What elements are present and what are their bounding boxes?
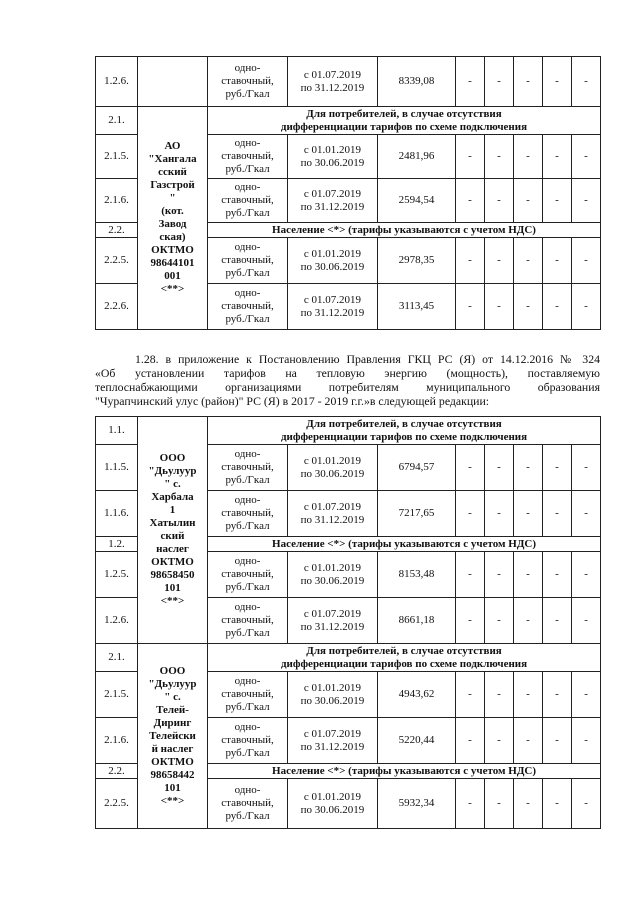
unit-cell: одно- ставочный, руб./Гкал (208, 135, 288, 179)
row-number-cell: 2.2.5. (96, 238, 138, 284)
row-number-cell: 2.1.5. (96, 135, 138, 179)
empty-dash-cell: - (543, 238, 572, 284)
empty-dash-cell: - (514, 284, 543, 330)
row-number-cell: 1.2.6. (96, 57, 138, 107)
section-header-row (96, 417, 601, 445)
empty-dash-cell: - (572, 598, 601, 644)
empty-dash-cell: - (572, 672, 601, 718)
row-number-cell: 1.1.5. (96, 445, 138, 491)
period-cell: с 01.01.2019 по 30.06.2019 (288, 552, 378, 598)
unit-cell: одно- ставочный, руб./Гкал (208, 718, 288, 764)
empty-dash-cell: - (543, 672, 572, 718)
section-header-cell: Для потребителей, в случае отсутствия дифференциации тарифов по схеме подключения (208, 417, 601, 445)
empty-dash-cell: - (572, 718, 601, 764)
empty-dash-cell: - (572, 445, 601, 491)
tariff-value-cell: 7217,65 (378, 491, 456, 537)
empty-dash-cell: - (485, 779, 514, 829)
unit-cell: одно- ставочный, руб./Гкал (208, 598, 288, 644)
empty-dash-cell: - (456, 598, 485, 644)
unit-cell: одно- ставочный, руб./Гкал (208, 445, 288, 491)
tariff-value-cell: 3113,45 (378, 284, 456, 330)
period-cell: с 01.07.2019 по 31.12.2019 (288, 718, 378, 764)
empty-dash-cell: - (456, 135, 485, 179)
tariff-value-cell: 2978,35 (378, 238, 456, 284)
tariff-value-cell: 5932,34 (378, 779, 456, 829)
period-cell: с 01.01.2019 по 30.06.2019 (288, 672, 378, 718)
empty-dash-cell: - (543, 179, 572, 223)
empty-dash-cell: - (572, 779, 601, 829)
empty-dash-cell: - (543, 57, 572, 107)
section-header-cell: Население <*> (тарифы указываются с учетом НДС) (208, 537, 601, 552)
empty-dash-cell: - (572, 57, 601, 107)
empty-dash-cell: - (514, 598, 543, 644)
period-cell: с 01.01.2019 по 30.06.2019 (288, 445, 378, 491)
section-header-cell: Население <*> (тарифы указываются с учетом НДС) (208, 764, 601, 779)
empty-dash-cell: - (485, 552, 514, 598)
period-cell: с 01.01.2019 по 30.06.2019 (288, 135, 378, 179)
row-number-cell: 2.1. (96, 644, 138, 672)
empty-dash-cell: - (514, 779, 543, 829)
row-number-cell: 1.2.6. (96, 598, 138, 644)
tariff-value-cell: 2481,96 (378, 135, 456, 179)
amendment-paragraph (95, 352, 600, 408)
tariff-value-cell: 4943,62 (378, 672, 456, 718)
empty-dash-cell: - (572, 135, 601, 179)
empty-dash-cell: - (514, 552, 543, 598)
empty-dash-cell: - (543, 552, 572, 598)
empty-dash-cell: - (485, 284, 514, 330)
tariff-row (96, 57, 601, 107)
row-number-cell: 2.2.6. (96, 284, 138, 330)
empty-dash-cell: - (514, 718, 543, 764)
empty-dash-cell: - (456, 779, 485, 829)
row-number-cell: 2.1.5. (96, 672, 138, 718)
row-number-cell: 1.2.5. (96, 552, 138, 598)
row-number-cell: 1.1.6. (96, 491, 138, 537)
section-header-cell: Население <*> (тарифы указываются с учетом НДС) (208, 223, 601, 238)
empty-dash-cell: - (514, 445, 543, 491)
empty-dash-cell: - (485, 491, 514, 537)
empty-dash-cell: - (456, 672, 485, 718)
unit-cell: одно- ставочный, руб./Гкал (208, 238, 288, 284)
empty-dash-cell: - (485, 718, 514, 764)
section-header-cell: Для потребителей, в случае отсутствия дифференциации тарифов по схеме подключения (208, 644, 601, 672)
row-number-cell: 2.2.5. (96, 779, 138, 829)
empty-dash-cell: - (572, 491, 601, 537)
empty-dash-cell: - (485, 445, 514, 491)
period-cell: с 01.01.2019 по 30.06.2019 (288, 779, 378, 829)
empty-dash-cell: - (543, 284, 572, 330)
period-cell: с 01.01.2019 по 30.06.2019 (288, 238, 378, 284)
organization-cell: ООО "Дьулуур " с. Харбала 1 Хатылин ский наслег ОКТМО 98658450 101 <**> (138, 417, 208, 644)
empty-dash-cell: - (456, 179, 485, 223)
unit-cell: одно- ставочный, руб./Гкал (208, 57, 288, 107)
empty-dash-cell: - (485, 57, 514, 107)
row-number-cell: 2.2. (96, 223, 138, 238)
paragraph-line: "Чурапчинский улус (район)" РС (Я) в 2017 - 2019 г.г.»в следующей редакции: (95, 394, 490, 408)
section-header-cell: Для потребителей, в случае отсутствия дифференциации тарифов по схеме подключения (208, 107, 601, 135)
period-cell: с 01.07.2019 по 31.12.2019 (288, 284, 378, 330)
unit-cell: одно- ставочный, руб./Гкал (208, 552, 288, 598)
empty-dash-cell: - (456, 57, 485, 107)
organization-cell (138, 57, 208, 107)
organization-cell: АО "Хангала сский Газстрой " (кот. Завод ская) ОКТМО 98644101 001 <**> (138, 107, 208, 330)
period-cell: с 01.07.2019 по 31.12.2019 (288, 179, 378, 223)
tariff-value-cell: 8661,18 (378, 598, 456, 644)
empty-dash-cell: - (543, 491, 572, 537)
tariff-table-1 (95, 56, 601, 330)
paragraph-line: «Об установлении тарифов на тепловую энергию (мощность), поставляемую (95, 366, 600, 380)
empty-dash-cell: - (514, 57, 543, 107)
tariff-table-2 (95, 416, 601, 829)
period-cell: с 01.07.2019 по 31.12.2019 (288, 491, 378, 537)
tariff-value-cell: 2594,54 (378, 179, 456, 223)
empty-dash-cell: - (456, 552, 485, 598)
row-number-cell: 2.1.6. (96, 718, 138, 764)
unit-cell: одно- ставочный, руб./Гкал (208, 491, 288, 537)
row-number-cell: 1.1. (96, 417, 138, 445)
empty-dash-cell: - (456, 238, 485, 284)
section-header-row (96, 107, 601, 135)
paragraph-line: 1.28. в приложение к Постановлению Правления ГКЦ РС (Я) от 14.12.2016 № 324 (135, 352, 600, 366)
empty-dash-cell: - (456, 491, 485, 537)
tariff-value-cell: 6794,57 (378, 445, 456, 491)
empty-dash-cell: - (514, 135, 543, 179)
empty-dash-cell: - (485, 598, 514, 644)
unit-cell: одно- ставочный, руб./Гкал (208, 672, 288, 718)
row-number-cell: 2.1. (96, 107, 138, 135)
empty-dash-cell: - (543, 598, 572, 644)
empty-dash-cell: - (572, 552, 601, 598)
period-cell: с 01.07.2019 по 31.12.2019 (288, 57, 378, 107)
organization-cell: ООО "Дьулуур " с. Телей- Диринг Телейски й наслег ОКТМО 98658442 101 <**> (138, 644, 208, 829)
empty-dash-cell: - (485, 238, 514, 284)
empty-dash-cell: - (485, 672, 514, 718)
empty-dash-cell: - (572, 284, 601, 330)
row-number-cell: 2.2. (96, 764, 138, 779)
empty-dash-cell: - (572, 238, 601, 284)
tariff-value-cell: 8153,48 (378, 552, 456, 598)
unit-cell: одно- ставочный, руб./Гкал (208, 284, 288, 330)
period-cell: с 01.07.2019 по 31.12.2019 (288, 598, 378, 644)
empty-dash-cell: - (485, 135, 514, 179)
tariff-value-cell: 8339,08 (378, 57, 456, 107)
empty-dash-cell: - (514, 238, 543, 284)
paragraph-line: теплоснабжающими организациями потребителям муниципального образования (95, 380, 600, 394)
unit-cell: одно- ставочный, руб./Гкал (208, 779, 288, 829)
empty-dash-cell: - (485, 179, 514, 223)
unit-cell: одно- ставочный, руб./Гкал (208, 179, 288, 223)
empty-dash-cell: - (543, 445, 572, 491)
section-header-row (96, 644, 601, 672)
row-number-cell: 2.1.6. (96, 179, 138, 223)
empty-dash-cell: - (543, 135, 572, 179)
tariff-value-cell: 5220,44 (378, 718, 456, 764)
empty-dash-cell: - (514, 491, 543, 537)
empty-dash-cell: - (456, 284, 485, 330)
empty-dash-cell: - (543, 718, 572, 764)
empty-dash-cell: - (514, 672, 543, 718)
empty-dash-cell: - (456, 718, 485, 764)
empty-dash-cell: - (514, 179, 543, 223)
empty-dash-cell: - (456, 445, 485, 491)
row-number-cell: 1.2. (96, 537, 138, 552)
empty-dash-cell: - (572, 179, 601, 223)
empty-dash-cell: - (543, 779, 572, 829)
